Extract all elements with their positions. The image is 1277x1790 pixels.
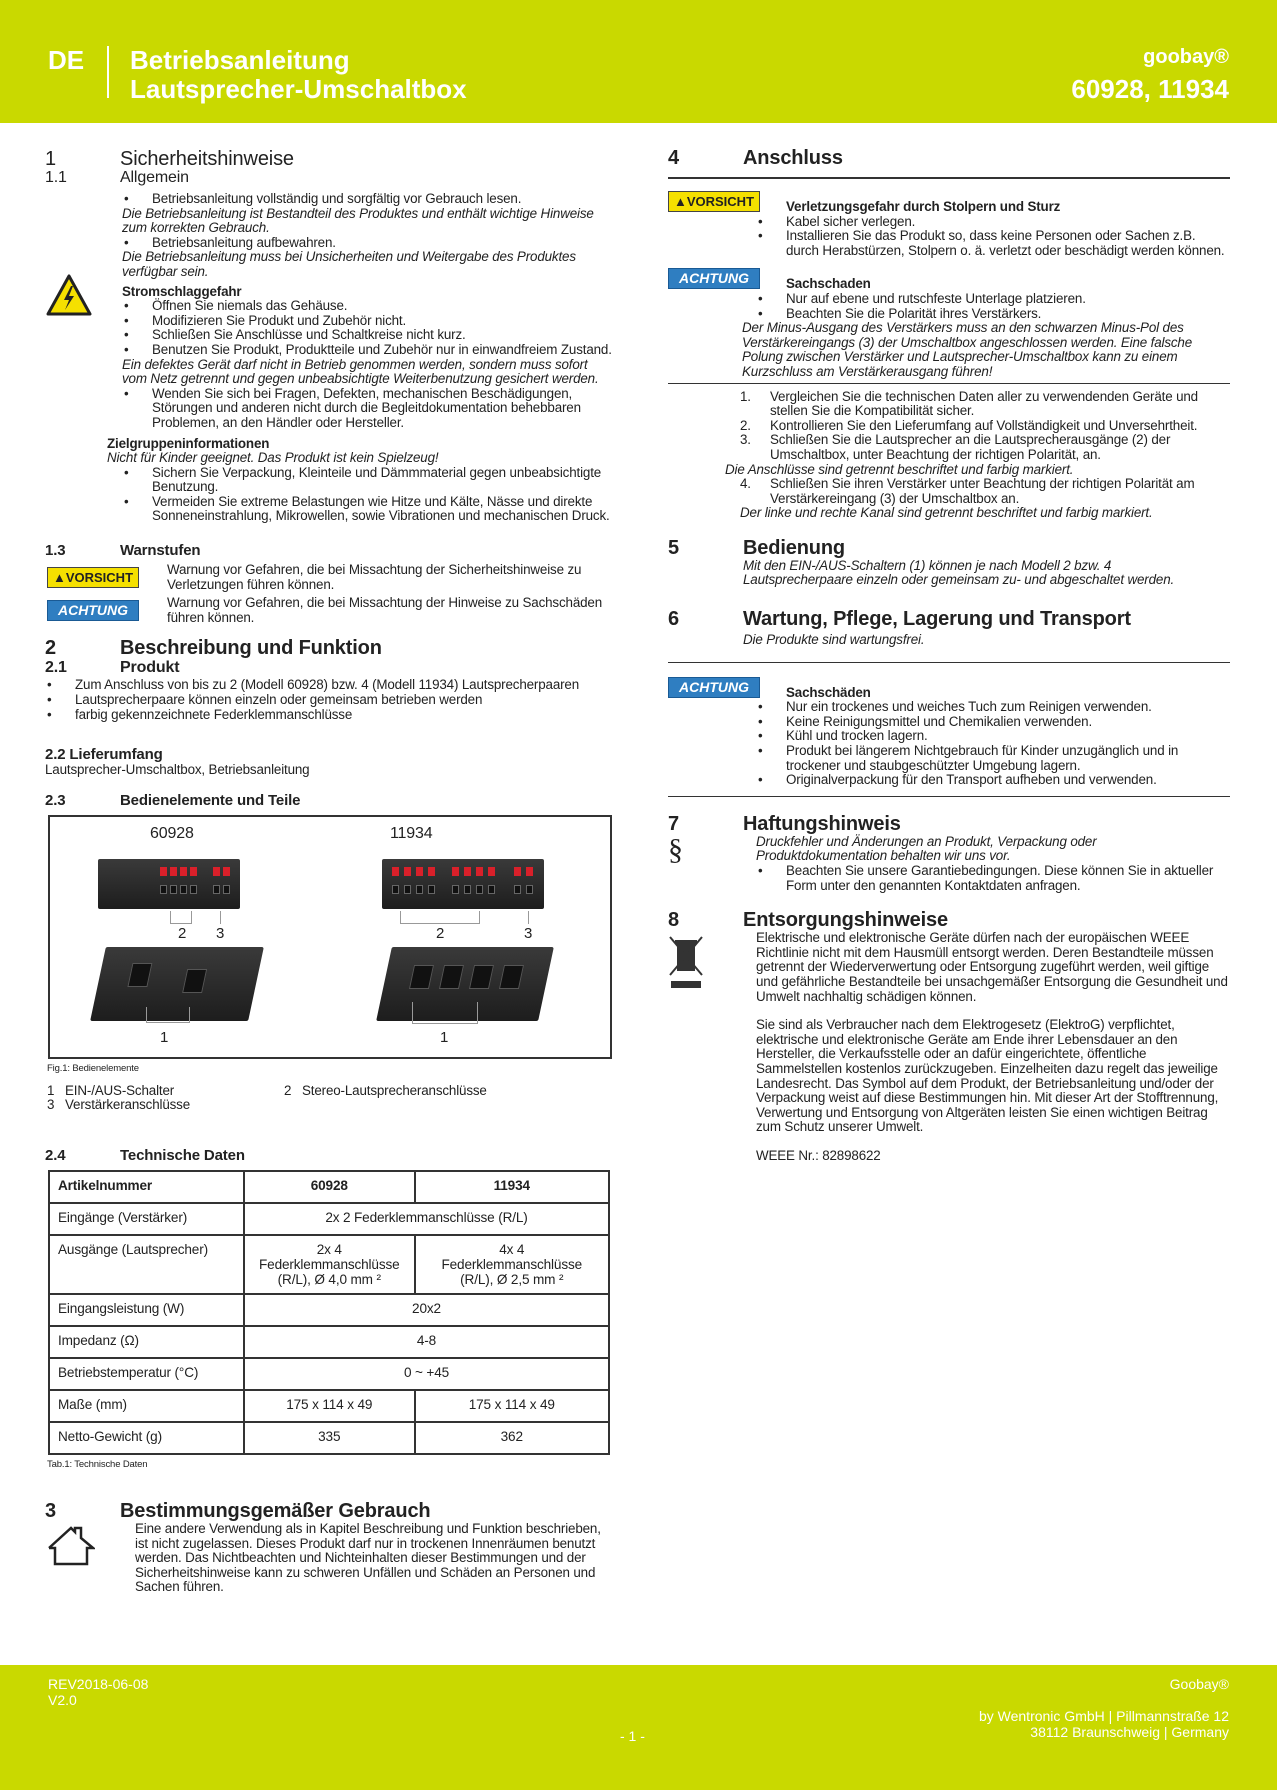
note: Die Betriebsanleitung muss bei Unsicherheiten und Weitergabe des Produktes verfügbar sein. xyxy=(122,249,576,279)
section-1-3 xyxy=(45,542,615,625)
section-4 xyxy=(668,147,1230,169)
table-header: 11934 xyxy=(415,1171,609,1203)
doc-type: Betriebsanleitung xyxy=(130,45,350,75)
technical-data-table xyxy=(48,1170,610,1455)
section-number: 1.1 xyxy=(45,169,67,186)
section-text: Druckfehler und Änderungen an Produkt, Verpackung oder Produktdokumentation behalten wir uns vor. xyxy=(756,833,1097,864)
divider xyxy=(668,383,1230,384)
legend-item: 3 Verstärkeranschlüsse xyxy=(47,1097,191,1113)
section-title: Wartung, Pflege, Lagerung und Transport xyxy=(743,608,1131,631)
electric-shock-warning-icon xyxy=(46,274,92,316)
callout-3: 3 xyxy=(216,924,225,942)
table-header: 60928 xyxy=(244,1171,415,1203)
brand: Goobay® xyxy=(1169,1676,1229,1692)
divider xyxy=(668,662,1230,663)
achtung-badge: ACHTUNG xyxy=(47,600,139,621)
table-row xyxy=(49,1422,609,1454)
section-number: 7 xyxy=(668,812,679,835)
table-row xyxy=(49,1326,609,1358)
cell: 175 x 114 x 49 xyxy=(244,1390,415,1422)
legend-item: 1 EIN-/AUS-Schalter xyxy=(47,1082,175,1098)
section-number: 4 xyxy=(668,147,679,169)
figure-caption: Fig.1: Bedienelemente xyxy=(47,1062,139,1074)
header-divider xyxy=(107,46,109,98)
table-row xyxy=(49,1358,609,1390)
achtung-row xyxy=(45,596,615,625)
section-text: Eine andere Verwendung als in Kapitel Beschreibung und Funktion beschrieben, ist nicht zugelassen. Dieses Produkt darf nur in trockenen Innenräumen benutzt werden. Das Nichtbeachten und Nichteinhalten dieser Bestimmungen und der Sicherheitshinweise kann zu schweren Unfällen und Schäden an Personen und Sachen führen. xyxy=(135,1521,601,1595)
section-number: 6 xyxy=(668,608,679,631)
vorsicht-badge: ▲VORSICHT xyxy=(668,191,760,212)
row-label: Ausgänge (Lautsprecher) xyxy=(49,1235,244,1294)
section-title: Sicherheitshinweise xyxy=(120,148,294,170)
callout-1: 1 xyxy=(160,1028,169,1046)
list-item: • Nur auf ebene und rutschfeste Unterlage platzieren. xyxy=(756,292,1230,307)
section-3 xyxy=(45,1500,615,1595)
callout-2: 2 xyxy=(178,924,187,942)
row-label: Eingangsleistung (W) xyxy=(49,1294,244,1326)
section-text: Die Produkte sind wartungsfrei. xyxy=(743,632,925,648)
steps-list xyxy=(725,388,1220,521)
section-2 xyxy=(45,637,615,808)
legend-item: 2 Stereo-Lautsprecheranschlüsse xyxy=(284,1082,487,1098)
divider xyxy=(668,177,1230,179)
section-1 xyxy=(45,148,615,524)
section-title: Produkt xyxy=(120,659,180,677)
subheading: Verletzungsgefahr durch Stolpern und Sturz xyxy=(786,199,1061,214)
device-11934-rear xyxy=(382,859,544,909)
section-text: Sie sind als Verbraucher nach dem Elektrogesetz (ElektroG) verpflichtet, elektrische und elektronische Geräte am Ende ihrer Lebensdauer an den Hersteller, die Verkaufsstelle oder an dafür eingerichtete, öffentliche Sammelstellen kostenlos zurückzugeben. Einzelheiten dazu regelt das jeweilige Landesrecht. Das Symbol auf dem Produkt, der Betriebsanleitung und/oder der Verpackung weist auf diese Bestimmungen hin. Mit dieser Art der Stofftrennung, Verwertung und Entsorgung von Altgeräten leisten Sie einen wichtigen Beitrag zum Schutz unserer Umwelt. xyxy=(756,1017,1219,1135)
section-6 xyxy=(668,608,1230,648)
callout-2: 2 xyxy=(436,924,445,942)
list-item: • Benutzen Sie Produkt, Produktteile und Zubehör nur in einwandfreiem Zustand. xyxy=(122,343,615,358)
row-label: Impedanz (Ω) xyxy=(49,1326,244,1358)
model-label: 11934 xyxy=(390,824,433,842)
vorsicht-badge: ▲VORSICHT xyxy=(47,567,139,588)
list-item: • Schließen Sie Anschlüsse und Schaltkreise nicht kurz. xyxy=(122,328,615,343)
paragraph-icon: § xyxy=(668,832,683,866)
page-header xyxy=(0,0,1277,123)
table-row xyxy=(49,1390,609,1422)
section-title: Technische Daten xyxy=(120,1147,245,1164)
vorsicht-description: Warnung vor Gefahren, die bei Missachtung der Sicherheitshinweise zu Verletzungen führen können. xyxy=(167,562,582,592)
section-title: Warnstufen xyxy=(120,542,201,560)
table-row xyxy=(49,1203,609,1235)
device-60928-rear xyxy=(98,859,240,909)
achtung-badge: ACHTUNG xyxy=(668,268,760,289)
section-7 xyxy=(668,813,1230,893)
step: 1. Vergleichen Sie die technischen Daten aller zu verwendenden Geräte und stellen Sie die Kompatibilität sicher. xyxy=(740,388,1198,419)
section-2-4 xyxy=(45,1147,615,1164)
cell: 362 xyxy=(415,1422,609,1454)
vorsicht-block xyxy=(668,191,1230,258)
section-title: Anschluss xyxy=(743,147,843,169)
table-header: Artikelnummer xyxy=(49,1171,244,1203)
article-numbers: 60928, 11934 xyxy=(1071,74,1229,104)
figure-controls xyxy=(48,815,612,1059)
list-item: • Kühl und trocken lagern. xyxy=(756,729,1230,744)
address-line: by Wentronic GmbH | Pillmannstraße 12 xyxy=(978,1708,1229,1724)
section-number: 2.4 xyxy=(45,1147,66,1164)
goobay-logo: goobay® xyxy=(1143,46,1229,68)
list-item: • Wenden Sie sich bei Fragen, Defekten, mechanischen Beschädigungen, Störungen und anderen nicht durch die Begleitdokumentation behebbaren Problemen, an den Händler oder Hersteller. xyxy=(122,387,615,431)
table-row xyxy=(49,1235,609,1294)
section-number: 3 xyxy=(45,1500,56,1522)
vorsicht-row xyxy=(45,563,615,592)
list-item: • Lautsprecherpaare können einzeln oder gemeinsam betrieben werden xyxy=(45,693,605,708)
table-caption: Tab.1: Technische Daten xyxy=(47,1459,148,1470)
page-number: - 1 - xyxy=(620,1728,645,1744)
note: Ein defektes Gerät darf nicht in Betrieb genommen werden, sondern muss sofort vom Netz getrennt und gegen unbeabsichtigte Weiterbenutzung gesichert werden. xyxy=(122,356,599,387)
section-title: Bedienelemente und Teile xyxy=(120,791,301,809)
language-code: DE xyxy=(48,45,85,75)
subheading: Stromschlaggefahr xyxy=(122,283,242,299)
section-text: Mit den EIN-/AUS-Schaltern (1) können je nach Modell 2 bzw. 4 Lautsprecherpaare einzeln oder gemeinsam zu- und abgeschaltet werden. xyxy=(743,557,1175,588)
list-item: • Keine Reinigungsmittel und Chemikalien verwenden. xyxy=(756,715,1230,730)
list-item: • Kabel sicher verlegen. xyxy=(756,215,1230,230)
cell: 20x2 xyxy=(244,1294,609,1326)
section-title: Bedienung xyxy=(743,536,845,559)
weee-number: WEEE Nr.: 82898622 xyxy=(756,1147,881,1163)
section-number: 8 xyxy=(668,909,679,932)
list-item: • Betriebsanleitung vollständig und sorgfältig vor Gebrauch lesen. xyxy=(122,192,615,207)
model-label: 60928 xyxy=(150,824,194,842)
row-label: Maße (mm) xyxy=(49,1390,244,1422)
list-item: • Originalverpackung für den Transport aufheben und verwenden. xyxy=(756,773,1230,788)
weee-crossed-bin-icon xyxy=(668,935,704,991)
list-item: • Beachten Sie unsere Garantiebedingungen. Diese können Sie in aktueller Form unter den genannten Kontaktdaten anfragen. xyxy=(756,864,1226,893)
section-8 xyxy=(668,909,1230,1163)
section-title: Allgemein xyxy=(120,169,189,186)
section-title: Beschreibung und Funktion xyxy=(120,637,382,660)
note: Der Minus-Ausgang des Verstärkers muss an den schwarzen Minus-Pol des Verstärkereingangs (3) der Umschaltbox angeschlossen werden. Eine falsche Polung zwischen Verstärker und Lautsprecher-Umschaltbox kann zu einem Kurzschluss am Verstärkerausgang führen! xyxy=(742,320,1193,379)
row-label: Netto-Gewicht (g) xyxy=(49,1422,244,1454)
list-item: • Beachten Sie die Polarität ihres Verstärkers. xyxy=(756,307,1230,322)
achtung-badge: ACHTUNG xyxy=(668,677,760,698)
address-line: 38112 Braunschweig | Germany xyxy=(1030,1724,1229,1740)
achtung-block xyxy=(668,268,1230,379)
note: Die Betriebsanleitung ist Bestandteil des Produktes und enthält wichtige Hinweise zum korrekten Gebrauch. xyxy=(122,205,594,236)
cell: 2x 2 Federklemmanschlüsse (R/L) xyxy=(244,1203,609,1235)
step: 3. Schließen Sie die Lautsprecher an die Lautsprecherausgänge (2) der Umschaltbox, unter Beachtung der richtigen Polarität, an. xyxy=(740,432,1171,462)
list-item: • Sichern Sie Verpackung, Kleinteile und Dämmmaterial gegen unbeabsichtigte Benutzung. xyxy=(122,466,615,495)
product-title: Lautsprecher-Umschaltbox xyxy=(130,74,467,104)
house-icon xyxy=(47,1526,95,1566)
section-number: 5 xyxy=(668,536,679,559)
version: V2.0 xyxy=(48,1692,77,1708)
note: Die Anschlüsse sind getrennt beschriftet und farbig markiert. xyxy=(725,461,1074,477)
cell: 0 ~ +45 xyxy=(244,1358,609,1390)
section-5 xyxy=(668,537,1230,588)
cell: 4-8 xyxy=(244,1326,609,1358)
list-item: • Installieren Sie das Produkt so, dass keine Personen oder Sachen z.B. durch Herabstürzen, Stolpern o. ä. verletzt oder beschädigt werden können. xyxy=(756,229,1230,258)
list-item: • Vermeiden Sie extreme Belastungen wie Hitze und Kälte, Nässe und direkte Sonneneinstrahlung, Mikrowellen, sowie Vibrationen und mechanischen Druck. xyxy=(122,495,615,524)
achtung-block xyxy=(668,677,1230,788)
note: Nicht für Kinder geeignet. Das Produkt ist kein Spielzeug! xyxy=(107,450,439,466)
section-title: 2.2 Lieferumfang xyxy=(45,746,163,764)
step: 2. Kontrollieren Sie den Lieferumfang auf Vollständigkeit und Unversehrtheit. xyxy=(740,417,1198,433)
section-text: Elektrische und elektronische Geräte dürfen nach der europäischen WEEE Richtlinie nicht mit dem Hausmüll entsorgt werden. Deren Bestandteile müssen getrennt der Wiederverwertung oder Entsorgung zugeführt werden, weil giftige und gefährliche Bestandteile bei unsachgemäßer Entsorgung die Gesundheit und Umwelt nachhaltig schädigen können. xyxy=(756,930,1228,1004)
section-number: 1 xyxy=(45,148,56,170)
list-item: • Modifizieren Sie Produkt und Zubehör nicht. xyxy=(122,314,615,329)
revision: REV2018-06-08 xyxy=(48,1676,149,1692)
list-item: • Produkt bei längerem Nichtgebrauch für Kinder unzugänglich und in trockener und staubgeschützter Umgebung lagern. xyxy=(756,744,1230,773)
section-number: 2.1 xyxy=(45,659,67,677)
list-item: • farbig gekennzeichnete Federklemmanschlüsse xyxy=(45,708,605,723)
page-footer xyxy=(0,1665,1277,1790)
section-title: Haftungshinweis xyxy=(743,812,901,835)
subheading: Sachschaden xyxy=(786,276,871,292)
divider xyxy=(668,796,1230,797)
table-header-row xyxy=(49,1171,609,1203)
section-number: 2 xyxy=(45,637,56,660)
table-row xyxy=(49,1294,609,1326)
section-number: 1.3 xyxy=(45,542,66,560)
cell: 335 xyxy=(244,1422,415,1454)
subheading: Sachschäden xyxy=(786,684,871,700)
note: Der linke und rechte Kanal sind getrennt beschriftet und farbig markiert. xyxy=(740,505,1153,521)
list-item: • Nur ein trockenes und weiches Tuch zum Reinigen verwenden. xyxy=(756,700,1230,715)
cell: 4x 4 Federklemmanschlüsse (R/L), Ø 2,5 mm ² xyxy=(415,1235,609,1294)
row-label: Eingänge (Verstärker) xyxy=(49,1203,244,1235)
list-item: • Betriebsanleitung aufbewahren. xyxy=(122,236,615,251)
callout-1: 1 xyxy=(440,1028,449,1046)
section-number: 2.3 xyxy=(45,791,66,809)
left-column xyxy=(45,148,615,1595)
delivery-contents: Lautsprecher-Umschaltbox, Betriebsanleitung xyxy=(45,762,310,778)
right-column xyxy=(668,147,1230,1164)
subheading: Zielgruppeninformationen xyxy=(107,435,270,451)
section-title: Entsorgungshinweise xyxy=(743,909,948,932)
step: 4. Schließen Sie ihren Verstärker unter Beachtung der richtigen Polarität am Verstärkereingang (3) der Umschaltbox an. xyxy=(740,476,1195,506)
row-label: Betriebstemperatur (°C) xyxy=(49,1358,244,1390)
list-item: • Öffnen Sie niemals das Gehäuse. xyxy=(122,299,615,314)
callout-3: 3 xyxy=(524,924,533,942)
achtung-description: Warnung vor Gefahren, die bei Missachtung der Hinweise zu Sachschäden führen können. xyxy=(167,595,603,625)
cell: 175 x 114 x 49 xyxy=(415,1390,609,1422)
section-title: Bestimmungsgemäßer Gebrauch xyxy=(120,1500,431,1522)
list-item: • Zum Anschluss von bis zu 2 (Modell 60928) bzw. 4 (Modell 11934) Lautsprecherpaaren xyxy=(45,678,605,693)
cell: 2x 4 Federklemmanschlüsse (R/L), Ø 4,0 mm ² xyxy=(244,1235,415,1294)
figure-legend xyxy=(47,1084,615,1113)
